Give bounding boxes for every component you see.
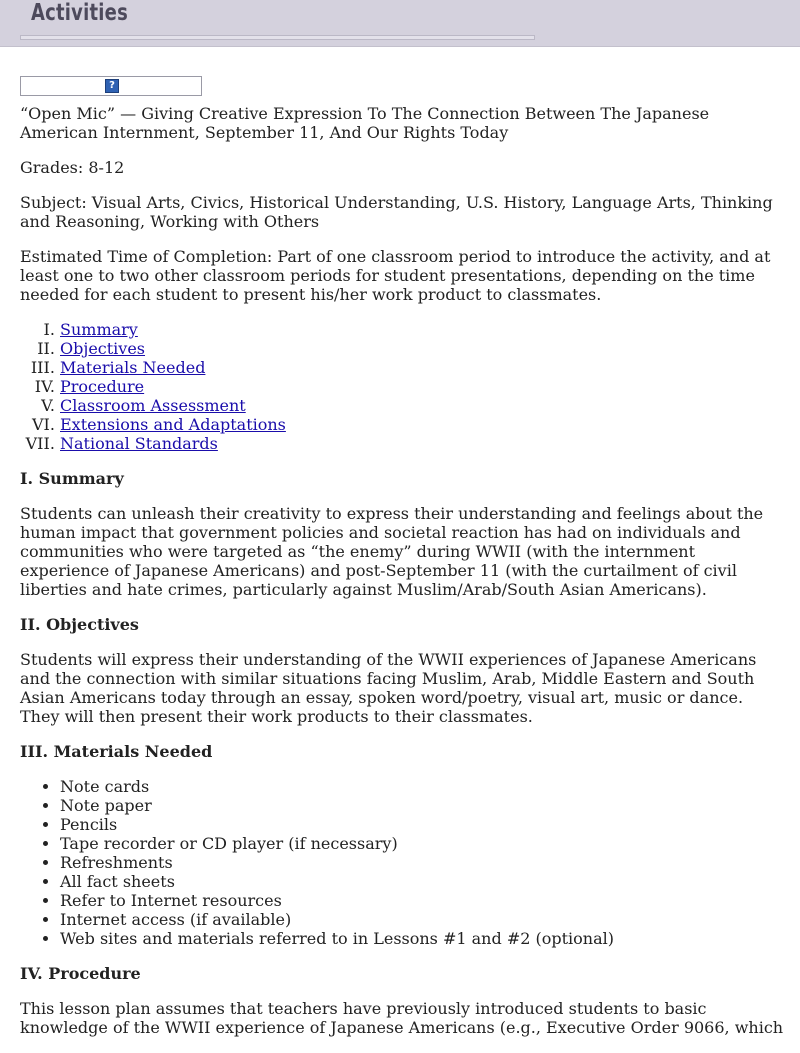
materials-heading: III. Materials Needed (20, 742, 213, 761)
question-mark-icon: ? (105, 79, 119, 93)
broken-image-placeholder (20, 76, 202, 96)
header-divider (20, 35, 535, 40)
list-item: • Refer to Internet resources (60, 891, 785, 910)
procedure-heading: IV. Procedure (20, 964, 141, 983)
toc-item (60, 358, 785, 377)
list-item: • Pencils (60, 815, 785, 834)
summary-text: Students can unleash their creativity to express their understanding and feelings about the human impact that government policies and societal reaction has had on individuals and communities who were targeted as “the enemy” during WWII (with the internment experience of Japanese Americans) and post-September 11 (with the curtailment of civil liberties and hate crimes, particularly against Muslim/Arab/South Asian Americans). (20, 504, 764, 599)
toc-item (60, 415, 785, 434)
objectives-text: Students will express their understanding of the WWII experiences of Japanese Americans and the connection with similar situations facing Muslim, Arab, Middle Eastern and South Asian Americans today through an essay, spoken word/poetry, visual art, music or dance. They will then present their work products to their classmates. (20, 650, 757, 726)
toc-link-procedure[interactable]: Procedure (60, 377, 145, 396)
list-item: • All fact sheets (60, 872, 785, 891)
toc-link-assessment[interactable]: Classroom Assessment (60, 396, 246, 415)
list-item: • Note cards (60, 777, 785, 796)
procedure-text: This lesson plan assumes that teachers have previously introduced students to basic knowledge of the WWII experience of Japanese Americans (e.g., Executive Order 9066, which (20, 999, 784, 1037)
list-item: • Note paper (60, 796, 785, 815)
summary-heading: I. Summary (20, 469, 124, 488)
toc-link-extensions[interactable]: Extensions and Adaptations (60, 415, 286, 434)
list-item: • Refreshments (60, 853, 785, 872)
toc-item (60, 434, 785, 453)
header-title: Activities (31, 0, 129, 26)
lesson-time: Estimated Time of Completion: Part of one classroom period to introduce the activity, and at least one to two other classroom periods for student presentations, depending on the time needed for each student to present his/her work product to classmates. (20, 247, 771, 304)
objectives-heading: II. Objectives (20, 615, 139, 634)
materials-list (20, 777, 785, 948)
toc-link-materials[interactable]: Materials Needed (60, 358, 206, 377)
toc-link-summary[interactable]: Summary (60, 320, 138, 339)
list-item: • Tape recorder or CD player (if necessary) (60, 834, 785, 853)
site-header (0, 0, 800, 47)
lesson-subject: Subject: Visual Arts, Civics, Historical Understanding, U.S. History, Language Arts, Thinking and Reasoning, Working with Others (20, 193, 773, 231)
toc-item (60, 339, 785, 358)
table-of-contents (20, 320, 785, 453)
toc-link-objectives[interactable]: Objectives (60, 339, 146, 358)
toc-item (60, 396, 785, 415)
toc-item (60, 320, 785, 339)
lesson-title: “Open Mic” — Giving Creative Expression To The Connection Between The Japanese American Internment, September 11, And Our Rights Today (20, 104, 710, 142)
toc-link-standards[interactable]: National Standards (60, 434, 218, 453)
lesson-grades: Grades: 8-12 (20, 158, 125, 177)
toc-item (60, 377, 785, 396)
list-item: • Web sites and materials referred to in Lessons #1 and #2 (optional) (60, 929, 785, 948)
list-item: • Internet access (if available) (60, 910, 785, 929)
lesson-content (20, 104, 785, 1053)
